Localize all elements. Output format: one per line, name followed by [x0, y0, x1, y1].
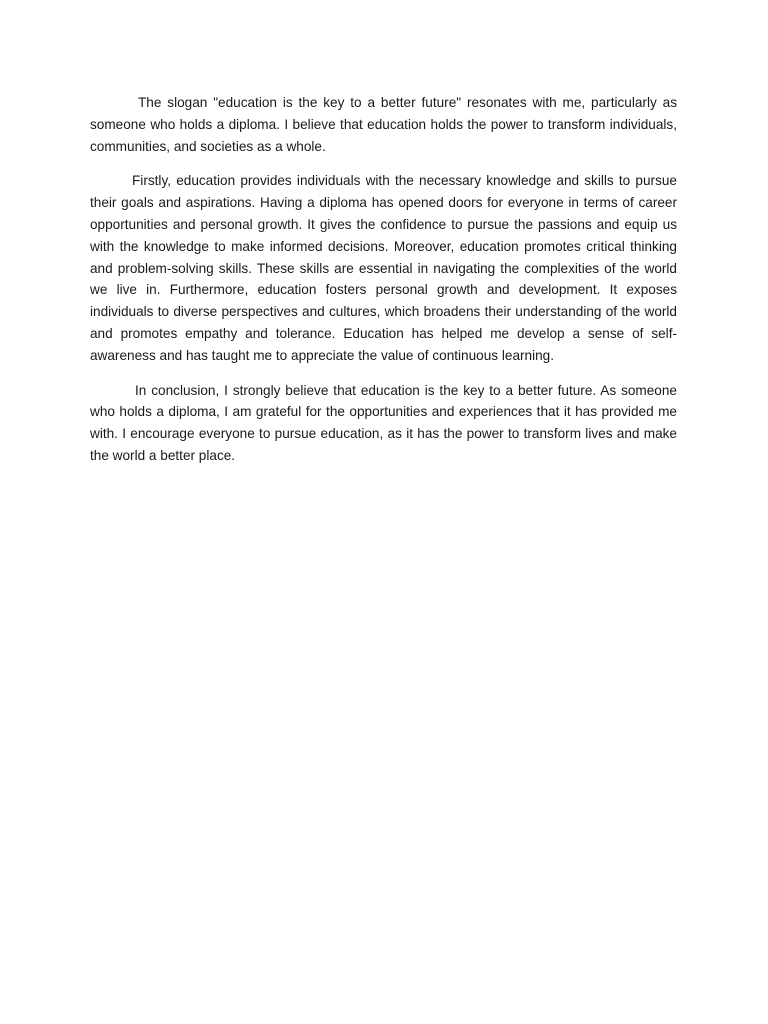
paragraph-introduction: The slogan "education is the key to a better future" resonates with me, particularly as someone who holds a diploma. I believe that education holds the power to transform individuals, communities, and societies as a whole.: [90, 95, 677, 154]
paragraph-conclusion: In conclusion, I strongly believe that education is the key to a better future. As someone who holds a diploma, I am grateful for the opportunities and experiences that it has provided me with. I encourage everyone to pursue education, as it has the power to transform lives and make the world a better place.: [90, 382, 677, 463]
paragraph-body: Firstly, education provides individuals with the necessary knowledge and skills to pursue their goals and aspirations. Having a diploma has opened doors for everyone in terms of career opportunities and personal growth. It gives the confidence to pursue the passions and equip us with the knowledge to make informed decisions. Moreover, education promotes critical thinking and problem-solving skills. These skills are essential in navigating the complexities of the world we live in. Furthermore, education fosters personal growth and development. It exposes individuals to diverse perspectives and cultures, which broadens their understanding of the world and promotes empathy and tolerance. Education has helped me develop a sense of self-awareness and has taught me to appreciate the value of continuous learning.: [90, 173, 677, 363]
essay-body: [90, 92, 677, 467]
